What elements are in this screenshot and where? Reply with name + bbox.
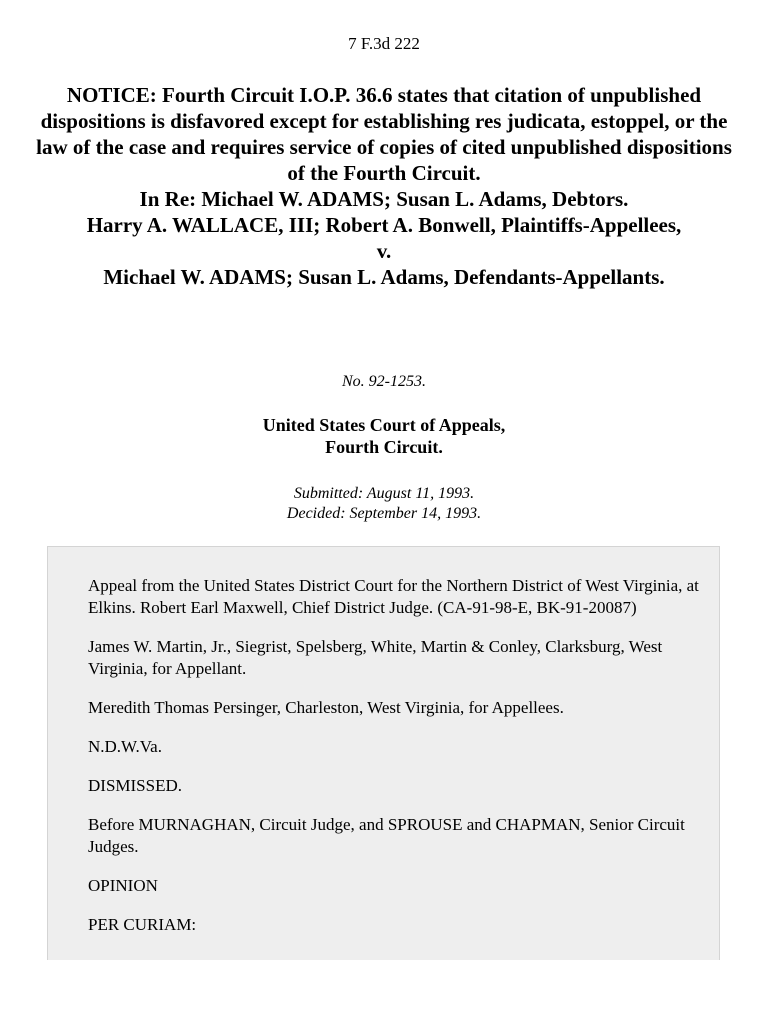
appeal-origin: Appeal from the United States District Court for the Northern District of West Virginia, at Elkins. Robert Earl Maxwell, Chief District Judge. (CA-91-98-E, BK-91-20087) bbox=[88, 576, 699, 617]
per-curiam-label: PER CURIAM: bbox=[88, 915, 197, 934]
unpublished-notice: NOTICE: Fourth Circuit I.O.P. 36.6 states that citation of unpublished dispositions is disfavored except for establishing res judicata, estoppel, or the law of the case and requires service of copies of cited unpublished dispositions of the Fourth Circuit. bbox=[36, 83, 732, 185]
decided-date: Decided: September 14, 1993. bbox=[286, 505, 482, 522]
in-re-debtors: In Re: Michael W. ADAMS; Susan L. Adams, Debtors. bbox=[139, 187, 629, 211]
case-details-panel bbox=[47, 546, 720, 960]
versus-label: v. bbox=[376, 239, 392, 263]
submitted-date: Submitted: August 11, 1993. bbox=[293, 485, 475, 502]
court-name-line1: United States Court of Appeals, bbox=[262, 415, 506, 435]
counsel-appellant: James W. Martin, Jr., Siegrist, Spelsberg, White, Martin & Conley, Clarksburg, West Virginia, for Appellant. bbox=[88, 637, 663, 678]
counsel-appellees: Meredith Thomas Persinger, Charleston, West Virginia, for Appellees. bbox=[88, 698, 564, 717]
opinion-heading: OPINION bbox=[88, 876, 158, 895]
case-citation: 7 F.3d 222 bbox=[348, 34, 420, 53]
case-caption bbox=[30, 82, 738, 290]
judicial-panel: Before MURNAGHAN, Circuit Judge, and SPROUSE and CHAPMAN, Senior Circuit Judges. bbox=[88, 815, 685, 856]
docket-number: No. 92-1253. bbox=[342, 373, 426, 390]
district-abbreviation: N.D.W.Va. bbox=[88, 737, 162, 756]
court-name-line2: Fourth Circuit. bbox=[325, 437, 443, 457]
defendants-appellants: Michael W. ADAMS; Susan L. Adams, Defendants-Appellants. bbox=[103, 265, 665, 289]
plaintiffs-appellees: Harry A. WALLACE, III; Robert A. Bonwell, Plaintiffs-Appellees, bbox=[86, 213, 682, 237]
court-name bbox=[0, 414, 768, 458]
case-dates bbox=[0, 484, 768, 524]
disposition: DISMISSED. bbox=[88, 776, 182, 795]
